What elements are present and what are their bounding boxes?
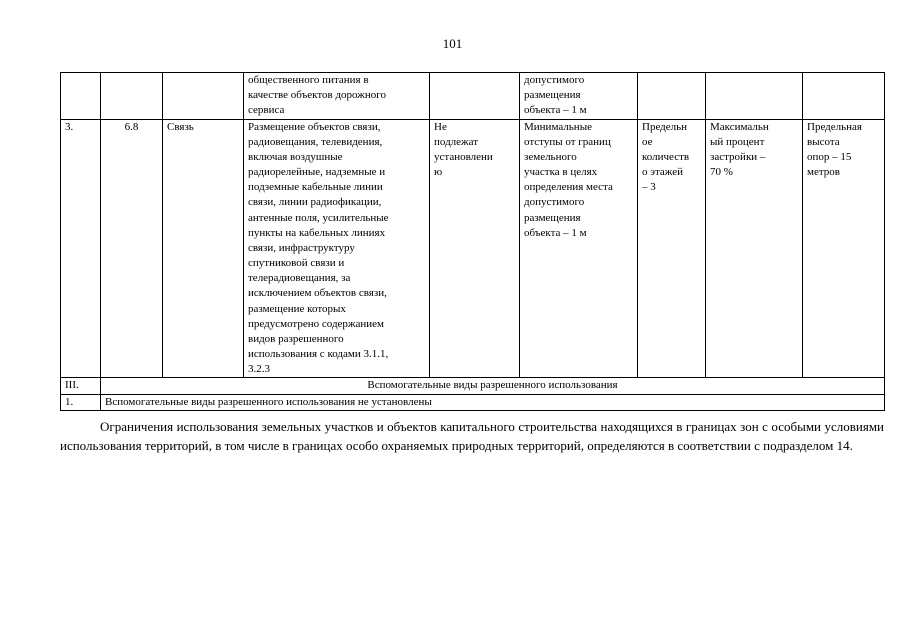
cell-floors bbox=[638, 73, 706, 120]
cell-col5: Не подлежат установлени ю bbox=[430, 119, 520, 378]
cell-text: Вспомогательные виды разрешенного использования не установлены bbox=[101, 394, 885, 410]
cell-num: III. bbox=[61, 378, 101, 394]
cell-height bbox=[803, 73, 885, 120]
table-row-section-iii bbox=[61, 378, 885, 394]
cell-col5 bbox=[430, 73, 520, 120]
section-title: Вспомогательные виды разрешенного использования bbox=[101, 378, 885, 394]
cell-coverage: Максимальн ый процент застройки – 70 % bbox=[706, 119, 803, 378]
cell-num: 1. bbox=[61, 394, 101, 410]
cell-description: общественного питания в качестве объектов дорожного сервиса bbox=[244, 73, 430, 120]
page-number: 101 bbox=[442, 36, 463, 51]
cell-num: 3. bbox=[61, 119, 101, 378]
body-paragraph: Ограничения использования земельных участков и объектов капитального строительства находящихся в границах зон с особыми условиями использования территорий, в том числе в границах особо охраняемых природных территорий, определяются в соответствии с подразделом 14. bbox=[60, 419, 884, 453]
cell-setbacks: Минимальные отступы от границ земельного участка в целях определения места допустимого размещения объекта – 1 м bbox=[520, 119, 638, 378]
table-row-continued bbox=[61, 73, 885, 120]
cell-name: Связь bbox=[163, 119, 244, 378]
table-row-1 bbox=[61, 394, 885, 410]
cell-num bbox=[61, 73, 101, 120]
regulations-table bbox=[60, 72, 885, 411]
cell-name bbox=[163, 73, 244, 120]
cell-code bbox=[101, 73, 163, 120]
cell-height: Предельная высота опор – 15 метров bbox=[803, 119, 885, 378]
cell-floors: Предельн ое количеств о этажей – 3 bbox=[638, 119, 706, 378]
table-row-3 bbox=[61, 119, 885, 378]
cell-setbacks: допустимого размещения объекта – 1 м bbox=[520, 73, 638, 120]
cell-code: 6.8 bbox=[101, 119, 163, 378]
cell-coverage bbox=[706, 73, 803, 120]
cell-description: Размещение объектов связи, радиовещания, телевидения, включая воздушные радиорелейные, надземные и подземные кабельные линии связи, линии радиофикации, антенные поля, усилительные пункты на кабельных линиях связи, инфраструктуру спутниковой связи и телерадиовещания, за исключением объектов связи, размещение которых предусмотрено содержанием видов разрешенного использования с кодами 3.1.1, 3.2.3 bbox=[244, 119, 430, 378]
